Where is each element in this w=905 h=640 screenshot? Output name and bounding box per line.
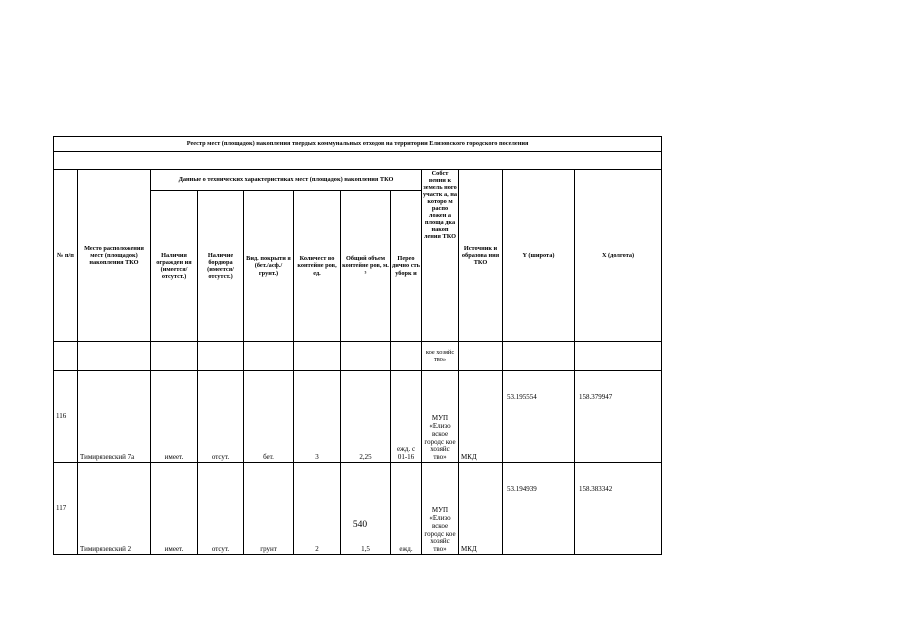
cont-cell bbox=[503, 342, 575, 371]
header-surface: Вид. покрыти я (бет./асф./ грунт.) bbox=[244, 191, 294, 342]
cont-cell bbox=[459, 342, 503, 371]
header-source: Источник и образова ния ТКО bbox=[459, 170, 503, 342]
row-lat: 53.194939 bbox=[503, 463, 575, 555]
header-lat: Y (широта) bbox=[503, 170, 575, 342]
header-place: Место расположения мест (площадок) накопления ТКО bbox=[78, 170, 151, 342]
header-border: Наличие бордюра (имеется/ отсутст.) bbox=[198, 191, 244, 342]
header-num: № п/п bbox=[54, 170, 78, 342]
cont-cell bbox=[151, 342, 198, 371]
row-surface: грунт bbox=[244, 463, 294, 555]
row-volume: 1,5 bbox=[341, 463, 391, 555]
table-title: Реестр мест (площадок) накопления твердых коммунальных отходов на территории Елизовского городского поселения bbox=[54, 137, 662, 152]
page-number: 540 bbox=[352, 520, 368, 530]
cont-cell bbox=[198, 342, 244, 371]
cont-cell bbox=[78, 342, 151, 371]
row-num: 117 bbox=[54, 463, 78, 555]
cont-cell bbox=[294, 342, 341, 371]
row-owner: МУП «Елизо вское городс кое хозяйс тво» bbox=[422, 371, 459, 463]
row-place: Тимирязевский 7а bbox=[78, 371, 151, 463]
row-source: МКД bbox=[459, 463, 503, 555]
header-owner: Собст венни к земель ного участк а, на которо м распо ложен а площа дка накоп ления ТКО bbox=[422, 170, 459, 342]
row-frequency: ежд. bbox=[391, 463, 422, 555]
registry-table bbox=[53, 136, 662, 555]
table-row bbox=[54, 371, 662, 463]
row-lat: 53.195554 bbox=[503, 371, 575, 463]
row-border: отсут. bbox=[198, 371, 244, 463]
row-border: отсут. bbox=[198, 463, 244, 555]
header-frequency: Перео дично сть уборк и bbox=[391, 191, 422, 342]
table-row bbox=[54, 463, 662, 555]
blank-row bbox=[54, 152, 662, 170]
row-volume: 2,25 bbox=[341, 371, 391, 463]
row-num: 116 bbox=[54, 371, 78, 463]
cont-cell bbox=[54, 342, 78, 371]
row-source: МКД bbox=[459, 371, 503, 463]
row-owner: МУП «Елизо вское городс кое хозяйс тво» bbox=[422, 463, 459, 555]
cont-cell bbox=[391, 342, 422, 371]
row-place: Тимирязевский 2 bbox=[78, 463, 151, 555]
header-volume: Общий объем контейне ров, м. ³ bbox=[341, 191, 391, 342]
row-fence: имеет. bbox=[151, 463, 198, 555]
cont-cell bbox=[575, 342, 662, 371]
header-count: Количест во контейне ров, ед. bbox=[294, 191, 341, 342]
row-lon: 158.383342 bbox=[575, 463, 662, 555]
row-lon: 158.379947 bbox=[575, 371, 662, 463]
header-tech-group: Данные о технических характеристиках мест (площадок) накопления ТКО bbox=[151, 170, 422, 191]
continuation-owner: кое хозяйс тво» bbox=[422, 342, 459, 371]
row-frequency: ежд. с 01-16 bbox=[391, 371, 422, 463]
cont-cell bbox=[244, 342, 294, 371]
row-count: 3 bbox=[294, 371, 341, 463]
row-surface: бет. bbox=[244, 371, 294, 463]
cont-cell bbox=[341, 342, 391, 371]
row-count: 2 bbox=[294, 463, 341, 555]
row-fence: имеет. bbox=[151, 371, 198, 463]
header-lon: X (долгота) bbox=[575, 170, 662, 342]
header-fence: Наличия огражден ия (имеется/ отсутст.) bbox=[151, 191, 198, 342]
